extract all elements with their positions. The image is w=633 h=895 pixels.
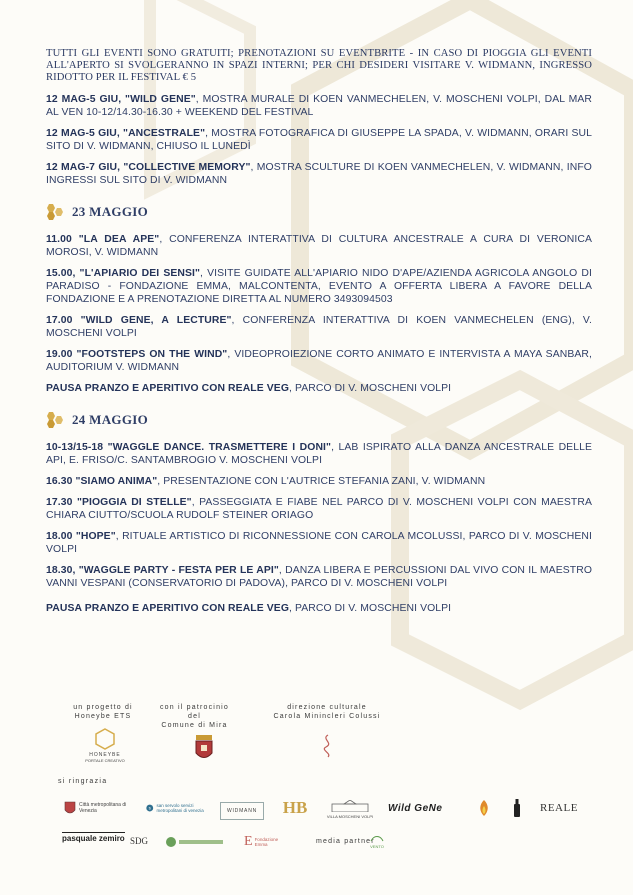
event-item: 16.30 "SIAMO ANIMA", PRESENTAZIONE CON L'AUTRICE STEFANIA ZANI, V. WIDMANN [46, 476, 486, 487]
credit-direction: direzione culturale Carola Minincleri Colussi [273, 704, 381, 720]
day1-events [46, 233, 592, 395]
cultural-direction-logo-icon [318, 733, 338, 759]
bottle-logo-icon [512, 798, 522, 818]
day-heading-23 [44, 203, 592, 221]
exhibition-item: 12 MAG-5 GIU, "ANCESTRALE", MOSTRA FOTOGRAFICA DI GIUSEPPE LA SPADA, V. WIDMANN, ORARI SUL SITO DI V. WIDMANN, CHIUSO IL LUNEDÌ [46, 128, 593, 152]
event-item: 15.00, "L'APIARIO DEI SENSI", VISITE GUIDATE ALL'APIARIO NIDO D'APE/AZIENDA AGRICOLA ANGOLO DI PARADISO - FONDAZIONE EMMA, MALCONTENTA, EVENTO A OFFERTA LIBERA A FAVORE DELLA FONDAZIONE E A PRENOTAZIONE DIRETTA AL NUMERO 3493094503 [46, 268, 592, 305]
hexagon-icon [94, 728, 116, 750]
pasquale-zemiro-logo: pasquale zemiro [62, 834, 125, 843]
event-item: 19.00 "FOOTSTEPS ON THE WIND", VIDEOPROIEZIONE CORTO ANIMATO E INTERVISTA A MAYA SANBAR, AUDITORIUM V. WIDMANN [46, 349, 592, 373]
event-item: 18.00 "HOPE", RITUALE ARTISTICO DI RICONNESSIONE CON CAROLA MCOLUSSI, PARCO DI V. MOSCHENI VOLPI [46, 531, 592, 555]
day-heading-24 [44, 411, 592, 429]
villa-moscheni-volpi-logo: VILLA MOSCHENI VOLPI [325, 800, 375, 819]
event-item: 18.30, "WAGGLE PARTY - FESTA PER LE API", DANZA LIBERA E PERCUSSIONI DAL VIVO CON IL MAESTRO VANNI VESPANI (CONSERVATORIO DI PADOVA), PARCO DI V. MOSCHENI VOLPI [46, 565, 592, 589]
credit-project: un progetto di Honeybe ETS [73, 704, 133, 720]
green-circle-logo-icon [165, 836, 225, 848]
event-item: 10-13/15-18 "WAGGLE DANCE. TRASMETTERE I DONI", LAB ISPIRATO ALLA DANZA ANCESTRALE DELLE API, E. FRISO/C. SANTAMBROGIO V. MOSCHENI VOLPI [46, 442, 592, 466]
widmann-logo: WIDMANN [220, 802, 264, 820]
thanks-label: si ringrazia [58, 778, 108, 785]
wild-gene-logo: Wild GeNe [388, 803, 443, 814]
leaf-icon [370, 834, 384, 842]
credit-patronage: con il patrocinio del Comune di Mira [159, 704, 230, 729]
flame-logo-icon [477, 799, 491, 817]
program-content [46, 48, 592, 623]
honeycomb-icon [44, 203, 66, 221]
villa-icon [330, 800, 370, 812]
exhibition-item: 12 MAG-5 GIU, "WILD GENE", MOSTRA MURALE DI KOEN VANMECHELEN, V. MOSCHENI VOLPI, DAL MAR AL VEN 10-12/14.30-16.30 + WEEKEND DEL FESTIVAL [46, 94, 592, 118]
crest-icon [64, 800, 76, 816]
svg-text:s: s [148, 805, 151, 811]
citta-metropolitana-logo: Città metropolitana di Venezia [64, 800, 134, 816]
sdg-logo: SDG [130, 836, 149, 846]
exhibitions-list [46, 93, 592, 187]
event-item: PAUSA PRANZO E APERITIVO CON REALE VEG, PARCO DI V. MOSCHENI VOLPI [46, 383, 452, 394]
day-title: 24 MAGGIO [72, 412, 149, 427]
honeybe-logo: HONEYBE PORTALE CREATIVO [82, 728, 128, 763]
event-item: 17.00 "WILD GENE, A LECTURE", CONFERENZA INTERATTIVA DI KOEN VANMECHELEN (ENG), V. MOSCHENI VOLPI [46, 315, 592, 339]
honeycomb-icon [44, 411, 66, 429]
fondazione-e-mark: E [244, 834, 253, 849]
comune-di-mira-crest-icon [193, 733, 215, 763]
day2-events [46, 441, 592, 615]
event-item: 11.00 "LA DEA APE", CONFERENZA INTERATTIVA DI CULTURA ANCESTRALE A CURA DI VERONICA MOROSI, V. WIDMANN [46, 234, 592, 258]
hb-logo: HB [282, 798, 308, 817]
exhibition-item: 12 MAG-7 GIU, "COLLECTIVE MEMORY", MOSTRA SCULTURE DI KOEN VANMECHELEN, V. WIDMANN, INFO INGRESSI SUL SITO DI V. WIDMANN [46, 162, 592, 186]
fondazione-emma-logo: E Fondazione Emma [244, 834, 279, 849]
intro-notice: TUTTI GLI EVENTI SONO GRATUITI; PRENOTAZIONI SU EVENTBRITE - IN CASO DI PIOGGIA GLI EVENTI ALL'APERTO SI SVOLGERANNO IN SPAZI INTERNI; PER CHI DESIDERI VISITARE V. WIDMANN, INGRESSO RIDOTTO PER IL FESTIVAL € 5 [46, 48, 592, 83]
reale-logo: REALE [540, 802, 578, 814]
san-servolo-logo: s san servolo servizi metropolitani di venezia [146, 802, 210, 814]
vento-logo: VENTO [370, 834, 384, 849]
event-item: PAUSA PRANZO E APERITIVO CON REALE VEG, PARCO DI V. MOSCHENI VOLPI [46, 603, 452, 614]
circle-s-icon [146, 802, 154, 814]
media-partner-label: media partner [316, 838, 375, 845]
day-title: 23 MAGGIO [72, 204, 149, 219]
event-item: 17.30 "PIOGGIA DI STELLE", PASSEGGIATA E FIABE NEL PARCO DI V. MOSCHENI VOLPI CON MAESTRA CHIARA CIUTTO/SCUOLA RUDOLF STEINER ORIAGO [46, 497, 592, 521]
